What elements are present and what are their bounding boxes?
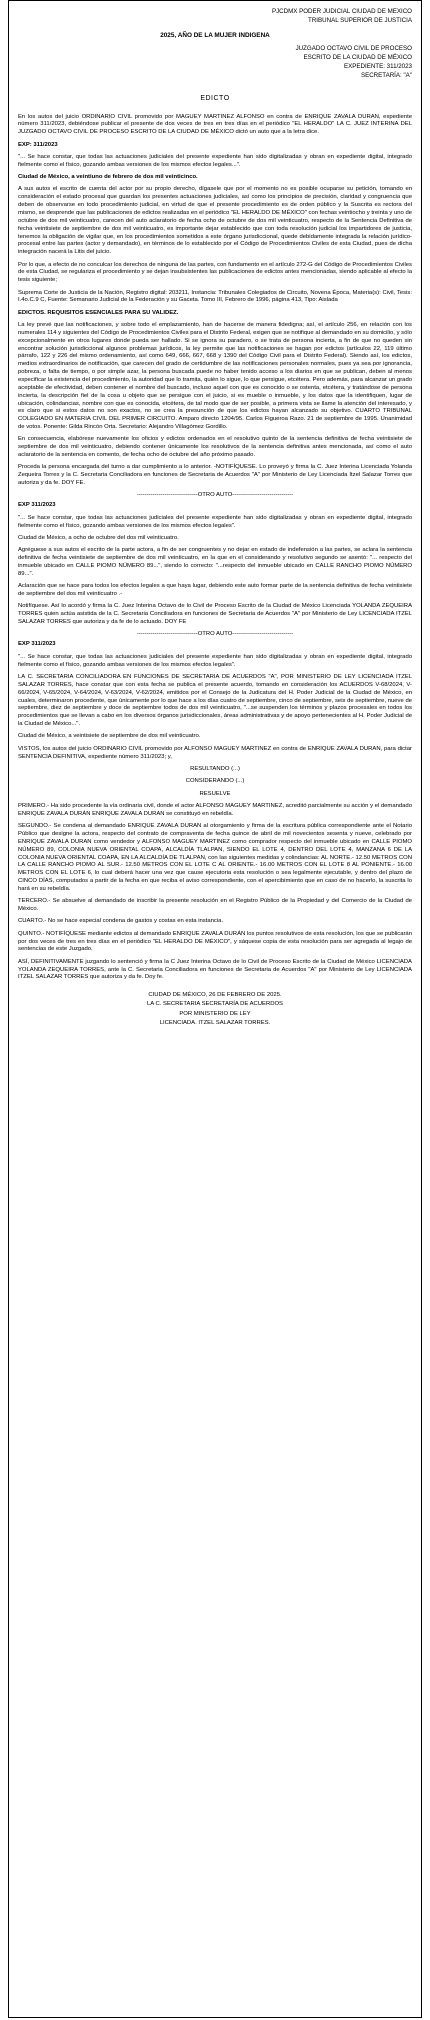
resolutive-point: SEGUNDO.- Se condena al demandado ENRIQUE ZAVALA DURAN al otorgamiento y firma de la escritura pública correspondiente ante el Notario Público que designe la actora, respecto del contrato de compraventa de fecha quince de abril de mil novecientos sesenta y nueve, celebrado por ENRIQUE ZAVALA DURAN como vendedor y ALFONSO MAGUEY MARTINEZ como comprador respecto del inmueble ubicado en CALLE PIOMO NÚMERO 89, COLONIA NUEVA ORIENTAL COAPA, ALCALDÍA TLALPAN, SIENDO EL LOTE 4, DENTRO DEL LOTE 4, MANZANA 6 DE LA COLONIA NUEVA ORIENTAL COAPA, EN LA ALCALDÍA DE TLALPAN, con las siguientes medidas y colindancias: AL NORTE.- 12.50 METROS CON LA CALLE RANCHO PIOMO AL SUR.- 12.50 METROS CON EL LOTE C AL ORIENTE.- 16.00 METROS CON EL LOTE 8 AL PONIENTE.- 16.00 METROS CON EL LOTE 6, lo cual deberá hacer una vez que cause ejecutoria esta resolución o sea legalmente ejecutable, y dentro del plazo de CINCO DÍAS, computados a partir de la fecha en que reciba el aviso correspondiente, con el apercibimiento que en caso de no hacerlo, la suscrita lo hará en su rebeldía. xyxy=(18,823,412,892)
agency-name: PJCDMX PODER JUDICIAL CIUDAD DE MEXICO xyxy=(271,8,412,15)
signature-line: POR MINISTERIO DE LEY xyxy=(179,1010,251,1017)
agency-header xyxy=(18,7,412,26)
auto-closing: Notifíquese. Así lo acordó y firma la C. Juez Interina Octavo de lo Civil de Proceso Escrito de la Ciudad de México Licenciada YOLANDA ZEQUEIRA TORRES quien actúa asistida de la C. Secretaria Conciliadora en funciones de Secretaria de Acuerdos "A" por Ministerio de Ley LICENCIADA ITZEL SALAZAR TORRES que autoriza y da fe de lo actuado. DOY FE xyxy=(18,603,412,626)
expedient-number: EXP: 311/2023 xyxy=(18,141,58,148)
resolutive-point: PRIMERO.- Ha sido procedente la vía ordinaria civil, donde el actor ALFONSO MAGUEY MARTINEZ, acreditó parcialmente su acción y el demandado ENRIQUE ZAVALA DURÁN ENRIQUE ZAVALA DURAN se constituyó en rebeldía. xyxy=(18,802,412,817)
secretary-certification: LA C. SECRETARIA CONCILIADORA EN FUNCIONES DE SECRETARIA DE ACUERDOS "A", POR MINISTERIO DE LEY LICENCIADA ITZEL SALAZAR TORRES, hace constar que con esta fecha se publica el presente acuerdo, tomando en consideración los ACUERDOS V-68/2024, V-66/2024, V-65/2024, V-64/2024, V-63/2024, V-62/2024, emitidos por el Consejo de la Judicatura del H. Poder Judicial de la Ciudad de México, en cuales, determinaron procedente, que únicamente por lo que hace a los días cuatro de septiembre, cinco de septiembre, seis de septiembre, nueve de septiembre, diez de septiembre y doce de septiembre todos de dos mil veinticuatro, "...se suspenden los términos y plazos procesales en todos los procedimientos que se llevan a cabo en los diversos órganos jurisdiccionales, áreas administrativas y de apoyo pertenecientes al H. Poder Judicial de la Ciudad de México...". xyxy=(18,673,412,728)
auto-paragraph: A sus autos el escrito de cuenta del actor por su propio derecho, dígasele que por el momento no es posible ocuparse su petición, tomando en consideración el estado procesal que guardan los presentes actuaciones judiciales, así como los principios de precisión, claridad y congruencia que deben de observarse en todo procedimiento judicial, en virtud de que el presente procedimiento es de orden público y la Suscrita es rectora del mismo, se desprende que las publicaciones de edictos realizadas en el periódico "EL HERALDO DE MÉXICO" con fechas veintiocho y treinta y uno de octubre de dos mil veinticuatro, carecen del auto aclaratorio de fecha ocho de octubre de dos mil veinticuatro, respecto de la Sentencia Definitiva de fecha veintisiete de septiembre de dos mil veinticuatro, es importante dejar establecido que con toda resolución judicial los impartidores de justicia, tenemos la obligación de vigilar que, en los procedimientos sometidos a este órgano jurisdiccional, quede debidamente integrada la relación jurídico-procesal entre las partes (actor y demandado), en términos de lo establecido por el Código de Procedimientos Civiles de esta Ciudad, pues de dicha integración nacerá la Litis del juicio. xyxy=(18,186,412,256)
expedient-number: EXP 311/2023 xyxy=(18,502,56,509)
thesis-body: La ley prevé que las notificaciones, y sobre todo el emplazamiento, han de hacerse de manera fidedigna; así, el artículo 256, en relación con los numerales 114 y siguientes del Código de Procedimientos Civiles para el Distrito Federal, exigen que se notifique al demandado en su domicilio, y sólo excepcionalmente en otros lugares donde pueda ser hallado. Si se ignora su paradero, o se trata de persona incierta, a fin de que no queden sin encontrar solución jurisdiccional algunos problemas jurídicos, la ley permite que las notificaciones se hagan por edictos (artículos 22, 119 último párrafo, 122 y 226 del mismo ordenamiento, así como 649, 666, 667, 668 y 1390 del Código Civil para el Distrito Federal). Siendo así, los edictos, medios extraordinarios de notificación, que carecen del grado de certidumbre de las notificaciones personales normales, pues ya sea por ignorancia, pobreza, o falta de tiempo, o por simple azar, la persona buscada puede no haber tenido acceso a los diarios en que se publican, deben al menos especificar la existencia del procedimiento, la autoridad que lo tramita, quién lo sigue, lo que persigue, etcétera. Pero además, para alcanzar un grado aceptable de efectividad, deben contener el nombre del buscado, incluso aquel con que es conocido o se ostenta, etcétera, y tratándose de persona incierta, la descripción fiel de la cosa u objeto que se persigue con el juicio, si es mueble o inmueble, y los datos que la identifiquen, lugar de ubicación, colindancias, nombre con que es conocida, etcétera, de tal modo que de ser posible, a primera vista se llame la atención del interesado, y es claro que si estos datos no son exactos, no se crea la presunción de que los edictos hayan alcanzado su objetivo. CUARTO TRIBUNAL COLEGIADO EN MATERIA CIVIL DEL PRIMER CIRCUITO. Amparo directo 1204/95. Carlos Figueroa Razo. 21 de septiembre de 1995. Unanimidad de votos. Ponente: Gilda Rincón Orta. Secretario: Alejandro Villagómez Gordillo. xyxy=(18,322,412,431)
court-line: ESCRITO DE LA CIUDAD DE MÉXICO xyxy=(303,53,412,61)
auto-date: Ciudad de México, a ocho de octubre del dos mil veinticuatro. xyxy=(18,535,179,541)
expedient-number: EXP 311/2023 xyxy=(18,641,56,648)
resolutive-point: ASÍ, DEFINITIVAMENTE juzgando lo sentenció y firma la C Juez Interina Octavo de lo Civil de Proceso Escrito de la Ciudad de México LICENCIADA YOLANDA ZEQUEIRA TORRES, ante la C. Secretaria Conciliadora en funciones de Secretaria de Acuerdos "A" por Ministerio de Ley LICENCIADA ITZEL SALAZAR TORRES que autoriza y da fe. Doy fe. xyxy=(18,958,412,981)
resultando-heading: RESULTANDO (...) xyxy=(190,765,240,772)
vistos-paragraph: VISTOS, los autos del juicio ORDINARIO CIVIL promovido por ALFONSO MAGUEY MARTINEZ en contra de ENRIQUE ZAVALA DURAN, para dictar SENTENCIA DEFINITIVA, expediente número 311/2023; y, xyxy=(18,745,412,760)
auto-date: Ciudad de México, a veintiuno de febrero de dos mil veinticinco. xyxy=(18,174,198,181)
resuelve-heading: RESUELVE xyxy=(199,790,231,797)
document-title: EDICTO xyxy=(200,94,230,102)
sentence-date: Ciudad de México, a veintisiete de septiembre de dos mil veinticuatro. xyxy=(18,733,201,740)
signature-name: LICENCIADA. ITZEL SALAZAR TORRES. xyxy=(159,1020,271,1027)
resolutive-point: QUINTO.- NOTIFÍQUESE mediante edictos al demandado ENRIQUE ZAVALA DURÁN los puntos resolutivos de esta resolución, los que se publicarán por dos veces de tres en tres días en el periódico "EL HERALDO DE MÉXICO", y sáquese copia de esta resolución para ser agregada al legajo de sentencias de este Juzgado. xyxy=(18,930,412,953)
signature-block xyxy=(18,991,412,1029)
edict-page xyxy=(8,0,422,2018)
auto-paragraph: Agréguese a sus autos el escrito de la parte actora, a fin de ser congruentes y no dejar en estado de indefensión a las partes, se aclara la sentencia definitiva de fecha veintisiete de septiembre de dos mil veinticuatro, en la que en el considerando y resolutivo segundo se asentó: "... respecto del inmueble ubicado en CALLE PIOMO NÚMERO 89...", siendo lo correcto: "...respecto del inmueble ubicado en CALLE RANCHO PIOMO NÚMERO 89...". xyxy=(18,547,412,577)
court-block xyxy=(18,45,412,81)
court-line: EXPEDIENTE: 311/2023 xyxy=(344,62,412,70)
intro-paragraph: En los autos del juicio ORDINARIO CIVIL promovido por MAGUEY MARTINEZ ALFONSO en contra de ENRIQUE ZAVALA DURAN, expediente número 311/2023, debiéndose publicar el presente de dos veces de tres en tres días en el periódico "EL HERALDO" LA C. JUEZ INTERINA DEL JUZGADO OCTAVO CIVIL DE PROCESO ESCRITO DE LA CIUDAD DE MÉXICO dictó un auto que a la letra dice. xyxy=(18,113,412,136)
digital-notice: "... Se hace constar, que todas las actuaciones judiciales del presente expediente han sido digitalizadas y obran en expediente digital, integrado fielmente como el físico, gozando ambas versiones de los mismos efectos legales". xyxy=(18,653,412,668)
considerando-heading: CONSIDERANDO (...) xyxy=(185,778,245,785)
court-line: JUZGADO OCTAVO CIVIL DE PROCESO xyxy=(295,44,412,52)
separator: -------------------------------OTRO AUTO------------------------------- xyxy=(136,631,294,638)
auto-paragraph: Por lo que, a efecto de no conculcar los derechos de ninguna de las partes, con fundamento en el artículo 272-G del Código de Procedimientos Civiles de esta Ciudad, se regulariza el procedimiento y se dejan insubsistentes las publicaciones de edictos antes mencionadas, siendo aplicable al efecto la tesis siguiente; xyxy=(18,261,412,284)
thesis-reference: Suprema Corte de Justicia de la Nación, Registro digital: 203211, Instancia: Tribunales Colegiados de Circuito, Novena Época, Materia(s): Civil, Tesis: I.4o.C.9 C, Fuente: Semanario Judicial de la Federación y su Gaceta. Tomo III, Febrero de 1996, página 413, Tipo: Aislada xyxy=(18,289,412,304)
digital-notice: "... Se hace constar, que todas las actuaciones judiciales del presente expediente han sido digitalizadas y obran en expediente digital, integrado fielmente como el físico, gozando ambas versiones de los mismos efectos legales...". xyxy=(18,153,412,168)
resolutive-point: TERCERO.- Se absuelve al demandado de inscribir la presente resolución en el Registro Público de la Propiedad y del Comercio de la Ciudad de México. xyxy=(18,898,412,913)
year-motto: 2025, AÑO DE LA MUJER INDIGENA xyxy=(160,31,270,39)
separator: -------------------------------OTRO AUTO------------------------------- xyxy=(136,492,294,499)
thesis-title: EDICTOS. REQUISITOS ESENCIALES PARA SU VALIDEZ. xyxy=(18,309,179,316)
court-line: SECRETARÍA: "A" xyxy=(360,71,412,79)
auto-paragraph: Aclaración que se hace para todos los efectos legales a que haya lugar, debiendo este auto formar parte de la sentencia definitiva de fecha veintisiete de septiembre del dos mil veinticuatro .- xyxy=(18,583,412,598)
signature-line: LA C. SECRETARIA SECRETARÍA DE ACUERDOS xyxy=(147,1001,283,1008)
resolutive-point: CUARTO.- No se hace especial condena de gastos y costas en esta instancia. xyxy=(18,918,224,925)
tribunal-name: TRIBUNAL SUPERIOR DE JUSTICIA xyxy=(308,17,412,25)
auto-closing: Proceda la persona encargada del turno a dar cumplimiento a lo anterior. -NOTIFÍQUESE. Lo proveyó y firma la C. Juez Interina Licenciada Yolanda Zequeira Torres y la C. Secretaria Conciliadora en funciones de Secretaria de Acuerdos "A" por Ministerio de Ley Licenciada Itzel Salazar Torres que autoriza y da fe. DOY FE. xyxy=(18,464,412,487)
digital-notice: "... Se hace constar, que todas las actuaciones judiciales del presente expediente han sido digitalizadas y obran en expediente digital, integrado fielmente como el físico, gozando ambas versiones de los mismos efectos legales". xyxy=(18,514,412,529)
signature-city-date: CIUDAD DE MÉXICO, 26 DE FEBRERO DE 2025. xyxy=(148,991,282,998)
auto-paragraph: En consecuencia, elabórese nuevamente los oficios y edictos ordenados en el resolutivo quinto de la sentencia definitiva de fecha veintisiete de septiembre de dos mil veinticuatro, debiendo contener únicamente los resolutivos de la sentencia definitiva antes mencionada, así como el auto aclaratorio de la sentencia en comento, de fecha ocho de octubre del año próximo pasado. xyxy=(18,436,412,459)
